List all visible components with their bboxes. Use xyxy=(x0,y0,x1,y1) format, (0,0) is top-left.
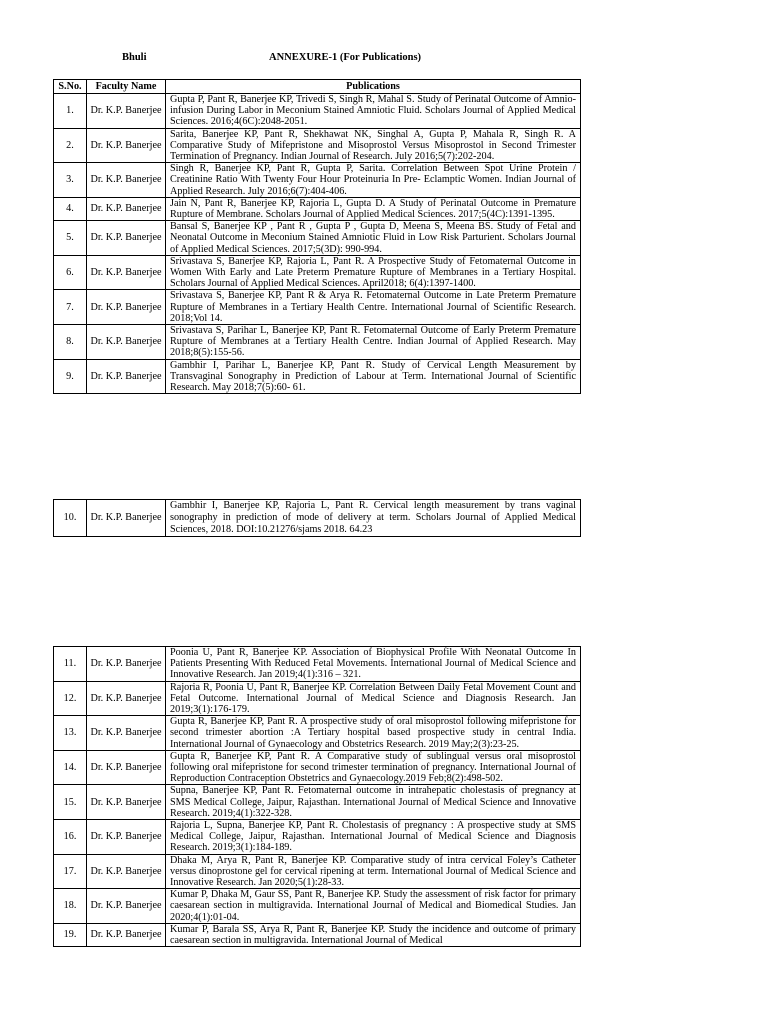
row-publication: Rajoria R, Poonia U, Pant R, Banerjee KP. Correlation Between Daily Fetal Movement Count and Fetal Outcome. International Journal of Medical Science and Diagnosis Research. Jan 2019;3(1):176-179. xyxy=(166,681,581,716)
table-row xyxy=(54,716,581,751)
row-publication: Dhaka M, Arya R, Pant R, Banerjee KP. Comparative study of intra cervical Foley’s Catheter versus dinoprostone gel for cervical ripening at term. International Journal of Medical Science and Innovative Research. Jan 2020;5(1):28-33. xyxy=(166,854,581,889)
table-row xyxy=(54,750,581,785)
row-faculty: Dr. K.P. Banerjee xyxy=(87,923,166,946)
row-publication: Sarita, Banerjee KP, Pant R, Shekhawat NK, Singhal A, Gupta P, Mahala R, Singh R. A Comparative Study of Mifepristone and Misoprostol Versus Misoprostol in Second Trimester Termination of Pregnancy. Indian Journal of Research. July 2016;5(7):202-204. xyxy=(166,128,581,163)
row-faculty: Dr. K.P. Banerjee xyxy=(87,290,166,325)
row-faculty: Dr. K.P. Banerjee xyxy=(87,716,166,751)
row-sno: 18. xyxy=(54,889,87,924)
table-row xyxy=(54,255,581,290)
table-body xyxy=(54,500,581,537)
row-sno: 8. xyxy=(54,325,87,360)
row-sno: 4. xyxy=(54,197,87,220)
row-sno: 5. xyxy=(54,221,87,256)
row-publication: Gambhir I, Parihar L, Banerjee KP, Pant R. Study of Cervical Length Measurement by Transvaginal Sonography in Prediction of Labour at Term. International Journal of Scientific Research. May 2018;7(5):60- 61. xyxy=(166,359,581,394)
column-header-sno: S.No. xyxy=(54,80,87,94)
table-row xyxy=(54,647,581,682)
row-sno: 19. xyxy=(54,923,87,946)
row-publication: Srivastava S, Banerjee KP, Pant R & Arya R. Fetomaternal Outcome in Late Preterm Premature Rupture of Membranes in a Tertiary Health Centre. International Journal of Scientific Research. 2018;Vol 14. xyxy=(166,290,581,325)
row-faculty: Dr. K.P. Banerjee xyxy=(87,785,166,820)
annexure-title: ANNEXURE-1 (For Publications) xyxy=(269,52,422,63)
table-row xyxy=(54,221,581,256)
row-sno: 13. xyxy=(54,716,87,751)
table-body xyxy=(54,94,581,394)
row-sno: 6. xyxy=(54,255,87,290)
row-sno: 10. xyxy=(54,500,87,537)
table-row xyxy=(54,854,581,889)
column-header-faculty: Faculty Name xyxy=(87,80,166,94)
row-faculty: Dr. K.P. Banerjee xyxy=(87,889,166,924)
table-row xyxy=(54,128,581,163)
column-header-publications: Publications xyxy=(166,80,581,94)
row-publication: Gambhir I, Banerjee KP, Rajoria L, Pant R. Cervical length measurement by trans vaginal sonography in prediction of mode of delivery at term. Scholars Journal of Applied Medical Sciences, 2018. DOI:10.21276/sjams 2018. 64.23 xyxy=(166,500,581,537)
row-sno: 2. xyxy=(54,128,87,163)
table-row xyxy=(54,500,581,537)
row-sno: 14. xyxy=(54,750,87,785)
row-faculty: Dr. K.P. Banerjee xyxy=(87,647,166,682)
row-sno: 12. xyxy=(54,681,87,716)
table-row xyxy=(54,197,581,220)
row-faculty: Dr. K.P. Banerjee xyxy=(87,128,166,163)
row-faculty: Dr. K.P. Banerjee xyxy=(87,94,166,129)
row-publication: Kumar P, Dhaka M, Gaur SS, Pant R, Banerjee KP. Study the assessment of risk factor for primary caesarean section in multigravida. International Journal of Medical and Biomedical Studies. Jan 2020;4(1):01-04. xyxy=(166,889,581,924)
row-publication: Srivastava S, Banerjee KP, Rajoria L, Pant R. A Prospective Study of Fetomaternal Outcome in Women With Early and Late Preterm Premature Rupture of Membranes in a Tertiary Hospital. Scholars Journal of Applied Medical Sciences. April2018; 6(4):1397-1400. xyxy=(166,255,581,290)
row-faculty: Dr. K.P. Banerjee xyxy=(87,325,166,360)
row-publication: Poonia U, Pant R, Banerjee KP. Association of Biophysical Profile With Neonatal Outcome In Patients Presenting With Reduced Fetal Movements. International Journal of Medical Science and Innovative Research. Jan 2019;4(1):316 – 321. xyxy=(166,647,581,682)
table-row xyxy=(54,785,581,820)
table-row xyxy=(54,681,581,716)
row-faculty: Dr. K.P. Banerjee xyxy=(87,854,166,889)
row-publication: Bansal S, Banerjee KP , Pant R , Gupta P , Gupta D, Meena S, Meena BS. Study of Fetal and Neonatal Outcome in Meconium Stained Amniotic Fluid in Low Risk Parturient. Scholars Journal of Applied Medical Sciences. 2017;5(3D): 990-994. xyxy=(166,221,581,256)
header-left-text: Bhuli xyxy=(122,52,147,63)
row-publication: Srivastava S, Parihar L, Banerjee KP, Pant R. Fetomaternal Outcome of Early Preterm Premature Rupture of Membranes at a Tertiary Health Centre. Indian Journal of Applied Research. May 2018;8(5):155-56. xyxy=(166,325,581,360)
table-row xyxy=(54,94,581,129)
row-sno: 7. xyxy=(54,290,87,325)
publications-table xyxy=(53,79,581,394)
table-row xyxy=(54,290,581,325)
row-faculty: Dr. K.P. Banerjee xyxy=(87,750,166,785)
publications-table-page-2 xyxy=(53,646,581,947)
row-sno: 3. xyxy=(54,163,87,198)
row-faculty: Dr. K.P. Banerjee xyxy=(87,820,166,855)
row-sno: 16. xyxy=(54,820,87,855)
row-publication: Jain N, Pant R, Banerjee KP, Rajoria L, Gupta D. A Study of Perinatal Outcome in Premature Rupture of Membrane. Scholars Journal of Applied Medical Sciences. 2017;5(4C):1391-1395. xyxy=(166,197,581,220)
row-sno: 11. xyxy=(54,647,87,682)
row-faculty: Dr. K.P. Banerjee xyxy=(87,163,166,198)
publications-table-continued xyxy=(53,499,581,537)
table-row xyxy=(54,163,581,198)
row-faculty: Dr. K.P. Banerjee xyxy=(87,221,166,256)
row-publication: Singh R, Banerjee KP, Pant R, Gupta P, Sarita. Correlation Between Spot Urine Protein / Creatinine Ratio With Twenty Four Hour Proteinuria In Pre- Eclamptic Women. Indian Journal of Applied Research. July 2016;6(7):404-406. xyxy=(166,163,581,198)
row-publication: Kumar P, Barala SS, Arya R, Pant R, Banerjee KP. Study the incidence and outcome of primary caesarean section in multigravida. International Journal of Medical xyxy=(166,923,581,946)
row-faculty: Dr. K.P. Banerjee xyxy=(87,359,166,394)
row-sno: 17. xyxy=(54,854,87,889)
row-sno: 15. xyxy=(54,785,87,820)
row-faculty: Dr. K.P. Banerjee xyxy=(87,681,166,716)
table-body xyxy=(54,647,581,947)
row-sno: 9. xyxy=(54,359,87,394)
table-row xyxy=(54,359,581,394)
row-publication: Rajoria L, Supna, Banerjee KP, Pant R. Cholestasis of pregnancy : A prospective study at SMS Medical College, Jaipur, Rajasthan. International Journal of Medical Science and Diagnosis Research. 2019;3(1):184-189. xyxy=(166,820,581,855)
row-publication: Gupta R, Banerjee KP, Pant R. A Comparative study of sublingual versus oral misoprostol following oral mifepristone for second trimester termination of pregnancy. International Journal of Reproduction Contraception Obstetrics and Gynaecology.2019 Feb;8(2):498-502. xyxy=(166,750,581,785)
row-faculty: Dr. K.P. Banerjee xyxy=(87,197,166,220)
row-publication: Gupta P, Pant R, Banerjee KP, Trivedi S, Singh R, Mahal S. Study of Perinatal Outcome of Amnio-infusion During Labor in Meconium Stained Amniotic Fluid. Scholars Journal of Applied Medical Sciences. 2016;4(6C):2048-2051. xyxy=(166,94,581,129)
row-faculty: Dr. K.P. Banerjee xyxy=(87,500,166,537)
table-row xyxy=(54,923,581,946)
table-header-row xyxy=(54,80,581,94)
row-faculty: Dr. K.P. Banerjee xyxy=(87,255,166,290)
table-row xyxy=(54,325,581,360)
table-row xyxy=(54,889,581,924)
row-publication: Gupta R, Banerjee KP, Pant R. A prospective study of oral misoprostol following mifepristone for second trimester abortion :A Tertiary hospital based prospective study in central India. International Journal of Gynaecology and Obstetrics Research. 2019 May;2(3):23-25. xyxy=(166,716,581,751)
table-row xyxy=(54,820,581,855)
row-sno: 1. xyxy=(54,94,87,129)
row-publication: Supna, Banerjee KP, Pant R. Fetomaternal outcome in intrahepatic cholestasis of pregnancy at SMS Medical College, Jaipur, Rajasthan. International Journal of Medical Science and Innovative Research. 2019;4(1):322-328. xyxy=(166,785,581,820)
